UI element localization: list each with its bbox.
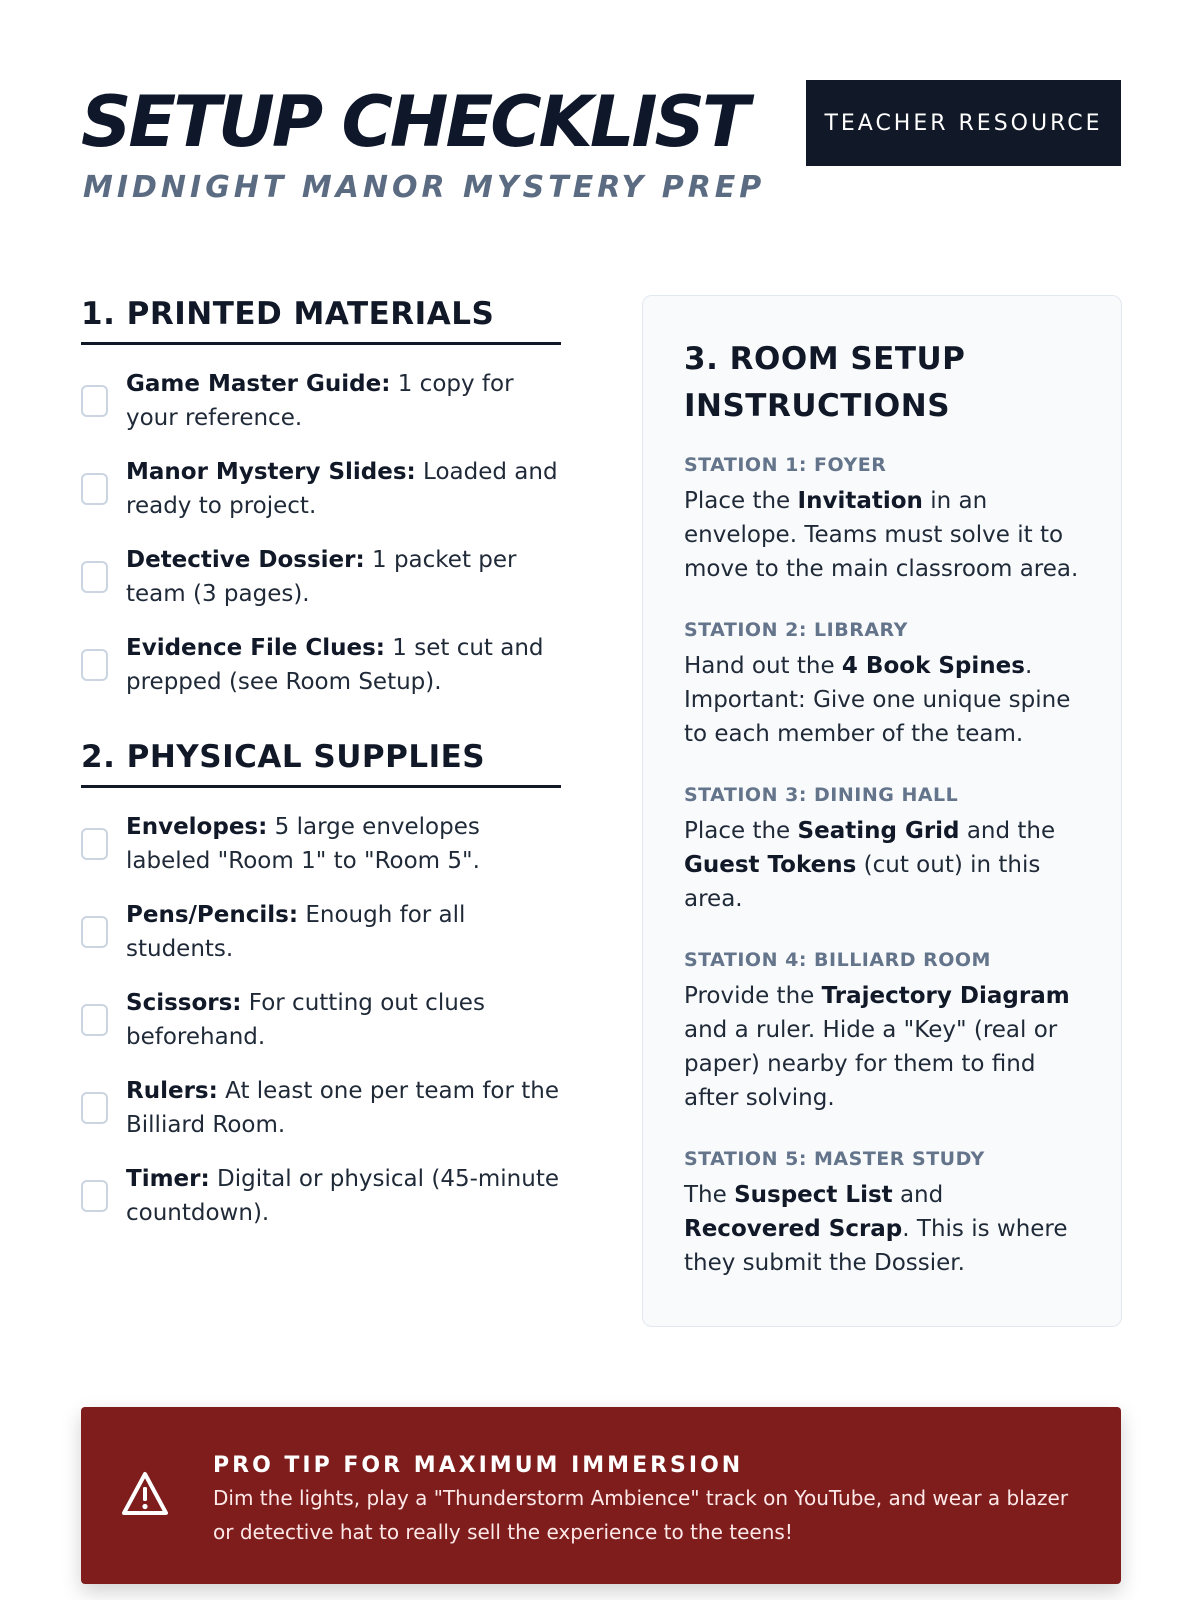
checklist-item-text [126,898,561,966]
station-text-run: and the [959,818,1056,844]
station-label: STATION 3: DINING HALL [684,784,959,806]
station-3 [684,784,1081,916]
checkbox[interactable] [81,649,108,681]
station-text-run: Provide the [684,983,822,1009]
station-text-run: Hand out the [684,653,842,679]
item-label: Envelopes: [126,814,268,840]
station-description [684,814,1081,916]
room-setup-panel [642,295,1122,1327]
station-text-run: The [684,1182,735,1208]
checklist-item-text [126,1162,561,1230]
item-description: 1 packet per team (3 pages). [126,547,517,607]
pro-tip-text: Dim the lights, play a "Thunderstorm Ambience" track on YouTube, and wear a blazer or detective hat to really sell the experience to the teens! [213,1486,1069,1544]
station-highlight: Invitation [797,488,923,514]
station-text-run: . Important: Give one unique spine to each member of the team. [684,653,1071,747]
station-4 [684,949,1081,1115]
checklist-item-text [126,543,561,611]
checkbox[interactable] [81,1004,108,1036]
physical-supplies-list [81,810,561,1230]
checklist-item [81,367,561,435]
item-description: For cutting out clues beforehand. [126,990,485,1050]
station-label: STATION 4: BILLIARD ROOM [684,949,991,971]
item-description: 1 set cut and prepped (see Room Setup). [126,635,544,695]
checklist-item-text [126,367,561,435]
item-label: Rulers: [126,1078,218,1104]
item-label: Timer: [126,1166,210,1192]
checkbox[interactable] [81,561,108,593]
item-description: Enough for all students. [126,902,466,962]
station-text-run: in an envelope. Teams must solve it to move to the main classroom area. [684,488,1079,582]
station-5 [684,1148,1081,1280]
station-highlight: Guest Tokens [684,852,857,878]
page-header [81,78,1121,218]
physical-supplies-heading: 2. PHYSICAL SUPPLIES [81,739,561,788]
printed-materials-list [81,367,561,699]
checklist-item [81,1074,561,1142]
warning-icon [121,1471,169,1517]
item-label: Manor Mystery Slides: [126,459,416,485]
station-text-run: Place the [684,818,798,844]
station-description [684,484,1081,586]
checklist-item [81,986,561,1054]
station-text-run: (cut out) in this area. [684,852,1041,912]
station-label: STATION 2: LIBRARY [684,619,908,641]
pro-tip-banner [81,1407,1121,1584]
page-subtitle: MIDNIGHT MANOR MYSTERY PREP [83,170,766,205]
station-text-run: . This is where they submit the Dossier. [684,1216,1068,1276]
page-title: SETUP CHECKLIST [81,81,747,163]
item-description: Digital or physical (45-minute countdown). [126,1166,559,1226]
pro-tip-title: PRO TIP FOR MAXIMUM IMMERSION [213,1453,744,1478]
checkbox[interactable] [81,1092,108,1124]
checkbox[interactable] [81,385,108,417]
checkbox[interactable] [81,1180,108,1212]
station-2 [684,619,1081,751]
station-text-run: and [892,1182,944,1208]
teacher-resource-badge: TEACHER RESOURCE [806,80,1121,166]
station-label: STATION 1: FOYER [684,454,887,476]
station-text-run: Place the [684,488,798,514]
checklist-item-text [126,986,561,1054]
item-description: Loaded and ready to project. [126,459,558,519]
item-label: Detective Dossier: [126,547,365,573]
item-label: Scissors: [126,990,242,1016]
checkbox[interactable] [81,828,108,860]
room-setup-heading: 3. ROOM SETUP INSTRUCTIONS [684,341,966,424]
item-label: Game Master Guide: [126,371,391,397]
checklist-column [81,296,561,1250]
station-1 [684,454,1081,586]
station-highlight: Seating Grid [797,818,960,844]
checklist-item-text [126,631,561,699]
checklist-item [81,455,561,523]
checklist-item-text [126,1074,561,1142]
station-highlight: Trajectory Diagram [821,983,1070,1009]
printed-materials-section [81,296,561,699]
station-highlight: Recovered Scrap [684,1216,903,1242]
printed-materials-heading: 1. PRINTED MATERIALS [81,296,561,345]
station-label: STATION 5: MASTER STUDY [684,1148,985,1170]
item-description: 1 copy for your reference. [126,371,514,431]
item-description: 5 large envelopes labeled "Room 1" to "Room 5". [126,814,480,874]
station-list [684,454,1081,1280]
station-description [684,979,1081,1115]
checklist-item [81,810,561,878]
station-description [684,649,1081,751]
checkbox[interactable] [81,916,108,948]
item-description: At least one per team for the Billiard Room. [126,1078,560,1138]
checklist-item-text [126,810,561,878]
item-label: Pens/Pencils: [126,902,299,928]
checklist-item [81,631,561,699]
checkbox[interactable] [81,473,108,505]
checklist-item [81,898,561,966]
station-description [684,1178,1081,1280]
checklist-item-text [126,455,561,523]
station-highlight: 4 Book Spines [841,653,1025,679]
checklist-item [81,543,561,611]
item-label: Evidence File Clues: [126,635,385,661]
physical-supplies-section [81,739,561,1230]
checklist-item [81,1162,561,1230]
station-text-run: and a ruler. Hide a "Key" (real or paper) nearby for them to find after solving. [684,1017,1058,1111]
station-highlight: Suspect List [734,1182,893,1208]
